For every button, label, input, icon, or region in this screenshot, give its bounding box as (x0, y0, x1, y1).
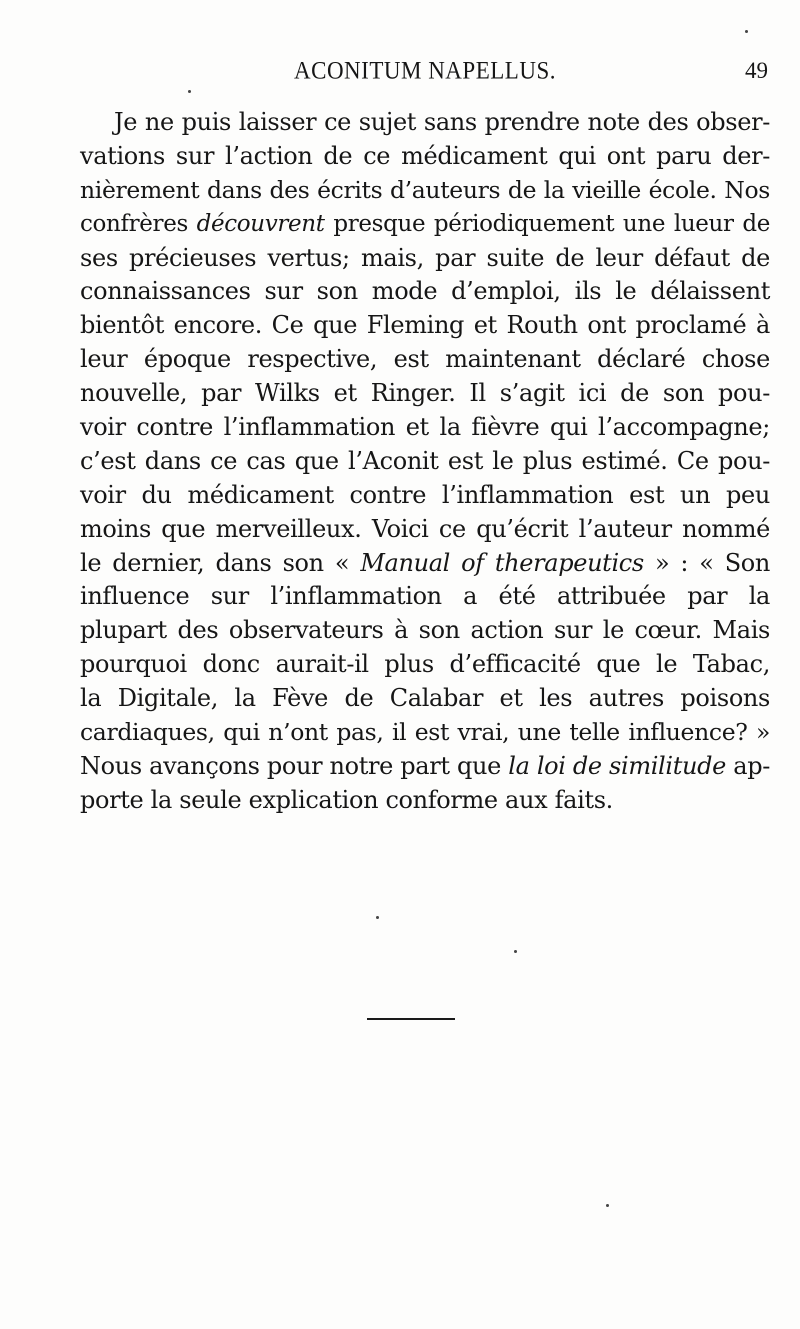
line-text: Je ne puis laisser ce sujet sans prendre note des obser- (114, 108, 770, 136)
text-line (80, 275, 770, 309)
line-text-continued: ap- (725, 751, 770, 780)
line-text: bientôt encore. Ce que Fleming et Routh ont proclamé à (80, 311, 770, 340)
line-text: leur époque respective, est maintenant déclaré chose (80, 345, 770, 374)
line-text: Nous avançons pour notre part que (80, 751, 509, 780)
text-line (80, 614, 770, 648)
line-text: la Digitale, la Fève de Calabar et les autres poisons (80, 684, 770, 713)
text-line (80, 445, 770, 479)
text-line (80, 682, 770, 716)
text-line (80, 547, 770, 581)
text-line (80, 174, 770, 208)
text-line (80, 784, 770, 818)
text-line (80, 309, 770, 343)
body-paragraph (80, 106, 770, 818)
italic-emphasis: découvrent (196, 210, 325, 237)
line-text: voir du médicament contre l’inflammation est un peu (80, 480, 770, 509)
text-line (80, 580, 770, 614)
section-divider-rule (367, 1018, 455, 1020)
line-text: c’est dans ce cas que l’Aconit est le plus estimé. Ce pou- (80, 446, 770, 475)
text-line (80, 208, 770, 242)
text-line (80, 377, 770, 411)
line-text: connaissances sur son mode d’emploi, ils le délaissent (80, 277, 770, 306)
line-text-continued: presque périodiquement une lueur de (324, 210, 770, 237)
running-title: ACONITUM NAPELLUS. (294, 56, 556, 84)
italic-emphasis: Manual of therapeutics (360, 548, 644, 577)
text-line (80, 140, 770, 174)
italic-emphasis: la loi de similitude (508, 751, 726, 780)
line-text: plupart des observateurs à son action sur le cœur. Mais (80, 616, 770, 645)
print-speck (745, 30, 748, 33)
line-text: nouvelle, par Wilks et Ringer. Il s’agit ici de son pou- (80, 379, 770, 408)
line-text: porte la seule explication conforme aux faits. (80, 785, 613, 814)
line-text: voir contre l’inflammation et la fièvre qui l’accompagne; (80, 413, 770, 442)
text-line (80, 411, 770, 445)
line-text: ses précieuses vertus; mais, par suite de leur défaut de (80, 243, 770, 272)
text-line (80, 513, 770, 547)
print-speck (514, 950, 517, 953)
text-line (80, 479, 770, 513)
line-text: influence sur l’inflammation a été attribuée par la (80, 582, 770, 611)
print-speck (606, 1204, 609, 1207)
line-text: nièrement dans des écrits d’auteurs de la vieille école. Nos (80, 175, 770, 204)
line-text: vations sur l’action de ce médicament qui ont paru der- (80, 141, 770, 170)
text-line (80, 716, 770, 750)
line-text: pourquoi donc aurait-il plus d’efficacité que le Tabac, (80, 650, 770, 679)
text-line (80, 242, 770, 276)
text-line (80, 106, 770, 140)
line-text: cardiaques, qui n’ont pas, il est vrai, une telle influence? » (80, 718, 770, 747)
text-line (80, 343, 770, 377)
line-text: le dernier, dans son « (80, 548, 361, 577)
line-text: confrères (80, 210, 197, 237)
print-speck (188, 90, 191, 93)
page-number: 49 (745, 58, 768, 83)
text-line (80, 648, 770, 682)
page-header (80, 58, 770, 94)
text-line (80, 750, 770, 784)
print-speck (376, 916, 379, 919)
line-text-continued: » : « Son (643, 548, 770, 577)
line-text: moins que merveilleux. Voici ce qu’écrit l’auteur nommé (80, 514, 770, 543)
